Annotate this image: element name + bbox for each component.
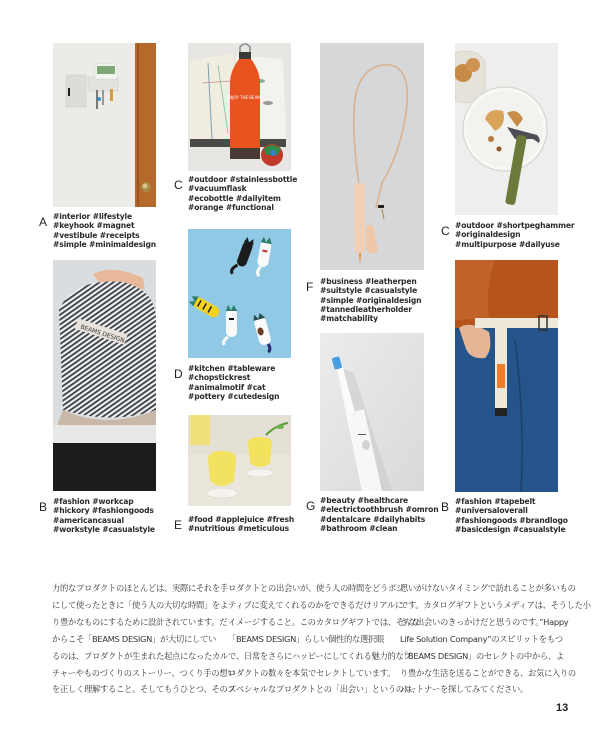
body-line: 「BEAMS DESIGN」らしい個性的な選択眼 (228, 633, 385, 644)
product-letter: F (306, 280, 314, 294)
work-cap-illustration (53, 260, 156, 491)
tape-belt-photo (455, 260, 558, 492)
body-line: さな出会いのきっかけだと思うのです。”Happy (400, 616, 569, 627)
juice-illustration (188, 415, 291, 506)
body-line: るのは、プロダクトが生まれた起点になったカル (52, 650, 228, 661)
hashtag-line: #simple #minimaldesign (53, 239, 157, 249)
hashtag-line: #fashiongoods #brandlogo (455, 515, 568, 525)
body-line: からこそ「BEAMS DESIGN」が大切にしてい (52, 633, 217, 644)
body-line: チャーやものづくりのストーリー、つくり手の想い (52, 667, 236, 678)
hashtag-line: #orange #functional (188, 202, 274, 212)
cat-rests-illustration (188, 229, 291, 358)
hashtag-line: #food #applejuice #fresh (188, 515, 295, 524)
hammer-illustration (455, 43, 558, 215)
hashtag-line: #pottery #cutedesign (188, 391, 280, 401)
product-letter: E (174, 518, 183, 532)
orange-bottle-photo (188, 43, 291, 171)
body-line: を正しく理解すること。そしてもうひとつ、そのプ (52, 684, 236, 695)
hashtag-line: #universaloverall (455, 506, 528, 516)
hashtag-list (188, 515, 294, 534)
hashtag-line: #vacuumflask (188, 184, 247, 194)
body-line: です。カタログギフトというメディアは、そうした小 (400, 599, 591, 610)
product-letter: D (174, 367, 183, 381)
hashtag-line: #chopstickrest (188, 373, 251, 383)
body-line: り豊かなものにするために設計されています。だ (52, 616, 228, 627)
body-line: 「BEAMS DESIGN」のセレクトの中から、よ (400, 650, 564, 661)
hashtag-line: #bathroom #clean (320, 523, 398, 533)
peg-hammer-photo (455, 43, 558, 215)
toothbrush-photo (320, 333, 424, 491)
hashtag-line: #interior #lifestyle (53, 212, 132, 221)
hashtag-line: #keyhook #magnet (53, 221, 135, 231)
hashtag-list (188, 175, 297, 212)
product-letter: G (306, 499, 316, 513)
body-line: Life Solution Company”のスピリットをもつ (400, 633, 563, 644)
hashtag-list (455, 497, 568, 534)
hashtag-list (188, 364, 279, 401)
hashtag-line: #ecobottle #dailyitem (188, 193, 281, 203)
hashtag-line: #outdoor #stainlessbottle (188, 175, 298, 184)
hashtag-line: #suitstyle #casualstyle (320, 286, 418, 296)
hashtag-line: #fashion #workcap (53, 497, 134, 506)
hashtag-line: #outdoor #shortpeghammer (455, 221, 575, 230)
body-text-column-2 (228, 580, 420, 698)
product-letter: B (39, 500, 48, 514)
hashtag-line: #matchability (320, 314, 378, 324)
hashtag-line: #hickory #fashiongoods (53, 506, 154, 516)
body-line: ティブに変えてくれるのかをできるだけリアルに (228, 599, 403, 610)
keyhook-illustration (53, 43, 156, 207)
hashtag-list (53, 212, 156, 249)
hashtag-line: #multipurpose #dailyuse (455, 239, 560, 249)
hashtag-line: #animalmotif #cat (188, 382, 266, 392)
page-number: 13 (556, 702, 569, 714)
leather-pen-illustration (320, 43, 424, 270)
body-line: ロダクトの数々を本気でセレクトしています。 (228, 667, 396, 678)
hashtag-line: #americancasual (53, 515, 124, 525)
hashtag-list (320, 496, 438, 533)
hashtag-line: #fashion #tapebelt (455, 497, 536, 506)
hashtag-line: #kitchen #tableware (188, 364, 276, 373)
body-line: ロダクトとの出会いが、使う人の時間をどうポジ (228, 583, 404, 593)
body-line: 力的なプロダクトのほとんどは、実際にそれを手 (52, 583, 228, 593)
hashtag-line: #dentalcare #dailyhabits (320, 514, 426, 524)
hashtag-line: #business #leatherpen (320, 277, 417, 286)
body-line: パートナーを探してみてください。 (400, 684, 528, 695)
hashtag-line: #simple #originaldesign (320, 295, 422, 305)
hashtag-line: #tannedleatherholder (320, 304, 412, 314)
body-text-column-3 (400, 580, 591, 698)
hashtag-list (53, 497, 155, 534)
hashtag-line: #basicdesign #casualstyle (455, 524, 566, 534)
hashtag-line: #vestibule #receipts (53, 230, 140, 240)
work-cap-photo (53, 260, 156, 491)
keyhook-magnet-photo (53, 43, 156, 207)
cap-logo-text: BEAMS DESIGN (79, 323, 126, 345)
product-letter: B (441, 500, 450, 514)
body-line: スペシャルなプロダクトとの「出会い」というのは、 (228, 684, 420, 695)
body-text-column-1 (52, 580, 235, 698)
cat-chopstick-rest-photo (188, 229, 291, 358)
hashtag-line: #nutritious #meticulous (188, 524, 290, 534)
hashtag-list (320, 277, 421, 323)
product-letter: A (39, 215, 48, 229)
bottle-illustration (188, 43, 291, 171)
hashtag-line: #workstyle #casualstyle (53, 524, 155, 534)
tape-belt-illustration (455, 260, 558, 492)
hashtag-line: #beauty #healthcare (320, 496, 409, 505)
apple-juice-photo (188, 415, 291, 506)
toothbrush-illustration (320, 333, 424, 491)
body-line: で、日常をさらにハッピーにしてくれる魅力的なプ (228, 650, 412, 661)
product-letter: C (174, 178, 183, 192)
body-line: り豊かな生活を送ることができる、お気に入りの (400, 667, 576, 678)
body-line: にして使ったときに「使う人の大切な時間」をよ (52, 599, 228, 610)
body-line: 思いがけないタイミングで訪れることが多いもの (400, 583, 576, 593)
hashtag-line: #originaldesign (455, 230, 521, 240)
bottle-label-text: ENJOY THE BEAMS (226, 95, 264, 100)
product-letter: C (441, 224, 450, 238)
body-line: イメージすること。このカタログギフトでは、そんな (228, 616, 420, 627)
leather-pen-photo (320, 43, 424, 270)
hashtag-line: #electrictoothbrush #omron (320, 505, 439, 515)
hashtag-list (455, 221, 574, 249)
